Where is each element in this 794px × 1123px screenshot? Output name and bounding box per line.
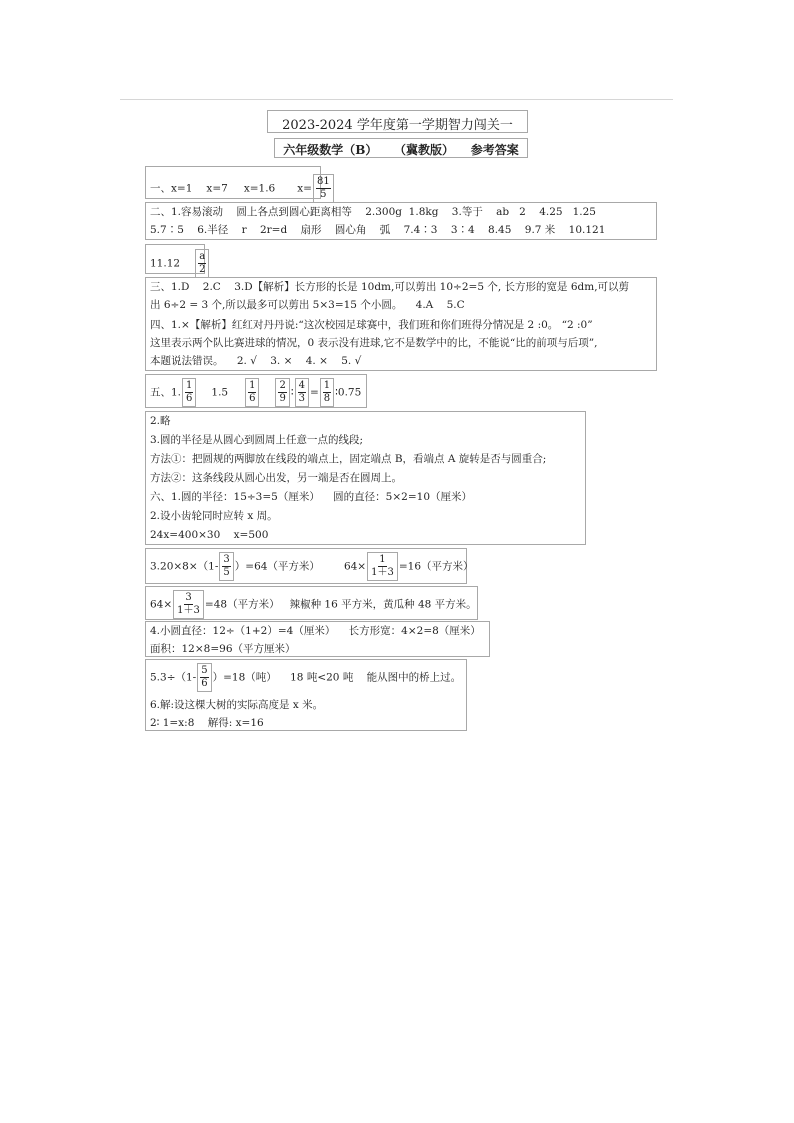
subtitle-box (274, 138, 528, 158)
answer-line: 六、1.圆的半径：15÷3=5（厘米） 圆的直径：5×2=10（厘米） (150, 491, 473, 503)
fraction: $\frac{3}{1+3}$ (173, 590, 204, 619)
answer-section-10 (145, 659, 467, 731)
answer-line: 11.12 $\frac{a}{2}$ (150, 249, 210, 278)
answer-line: 64× $\frac{3}{1+3}$ =48（平方米） 辣椒种 16 平方米，黄瓜种 48 平方米。 (150, 590, 477, 619)
title-box (267, 110, 528, 133)
answer-section-5 (145, 374, 367, 408)
page-title: 2023-2024 学年度第一学期智力闯关一 (282, 118, 513, 133)
answer-line: 二、1.容易滚动 圆上各点到圆心距离相等 2.300g 1.8kg 3.等于 ab 2 4.25 1.25 (150, 206, 596, 218)
answer-line: 本题说法错误。 2. √ 3. × 4. × 5. √ (150, 355, 362, 367)
page-subtitle: 六年级数学（B） （冀教版） 参考答案 (283, 143, 519, 157)
fraction: $\frac{3}{5}$ (219, 552, 233, 581)
answer-line: 这里表示两个队比赛进球的情况，0 表示没有进球,它不是数学中的比，不能说“比的前项与后项”, (150, 337, 598, 349)
answer-line: 5.3÷（1- $\frac{5}{6}$ ）=18（吨） 18 吨<20 吨 能从图中的桥上过。 (150, 663, 461, 692)
answer-line: 6.解:设这棵大树的实际高度是 x 米。 (150, 699, 324, 711)
answer-line: 3.20×8×（1- $\frac{3}{5}$ ）=64（平方米） 64× $\frac{1}{1+3}$ =16（平方米） (150, 552, 474, 581)
answer-section-3 (145, 277, 657, 371)
fraction: $\frac{a}{2}$ (195, 249, 209, 278)
fraction: $\frac{1}{6}$ (182, 378, 196, 407)
answer-line: 面积：12×8=96（平方厘米） (150, 643, 296, 655)
answer-section-6 (145, 411, 586, 545)
answer-line: 2.略 (150, 415, 171, 427)
fraction: $\frac{2}{9}$ (275, 378, 289, 407)
answer-section-7 (145, 548, 474, 584)
fraction: $\frac{5}{6}$ (197, 663, 211, 692)
answer-line: 四、1.×【解析】红红对丹丹说:“这次校园足球赛中，我们班和你们班得分情况是 2 :0。 “2 :0” (150, 319, 593, 331)
answer-line: 五、1. $\frac{1}{6}$ 1.5 $\frac{1}{6}$ $\frac{2}{9}$ ∶ $\frac{4}{3}$ = $\frac{1}{8}$ ∶0.75 (150, 378, 361, 407)
answer-line: 24x=400×30 x=500 (150, 529, 269, 541)
answer-section-9 (145, 621, 490, 657)
answer-line: 2.设小齿轮同时应转 x 周。 (150, 510, 278, 522)
fraction: $\frac{1}{1+3}$ (367, 552, 398, 581)
answer-line: 一、x=1 x=7 x=1.6 x= $\frac{81}{5}$ (150, 174, 335, 203)
answer-line: 方法②：这条线段从圆心出发，另一端是否在圆周上。 (150, 472, 402, 484)
fraction: $\frac{1}{6}$ (245, 378, 259, 407)
answer-line: 5.7∶5 6.半径 r 2r=d 扇形 圆心角 弧 7.4∶3 3∶4 8.45 9.7 米 10.121 (150, 224, 606, 236)
fraction: $\frac{1}{8}$ (320, 378, 334, 407)
answer-section-2 (145, 202, 657, 240)
fraction: $\frac{4}{3}$ (295, 378, 309, 407)
answer-section-1 (145, 166, 330, 200)
answer-line: 2∶ 1=x:8 解得: x=16 (150, 717, 264, 729)
answer-line: 出 6÷2 = 3 个,所以最多可以剪出 5×3=15 个小圆。 4.A 5.C (150, 299, 465, 311)
answer-line: 三、1.D 2.C 3.D【解析】长方形的长是 10dm,可以剪出 10÷2=5 个, 长方形的宽是 6dm,可以剪 (150, 281, 630, 293)
answer-line: 4.小圆直径：12÷（1+2）=4（厘米） 长方形宽：4×2=8（厘米） (150, 625, 481, 637)
fraction: $\frac{81}{5}$ (313, 174, 334, 203)
answer-section-8 (145, 586, 478, 620)
top-rule (120, 99, 673, 100)
answer-section-2b (145, 244, 205, 274)
answer-line: 3.圆的半径是从圆心到圆周上任意一点的线段; (150, 434, 364, 446)
answer-line: 方法①：把圆规的两脚放在线段的端点上，固定端点 B，看端点 A 旋转是否与圆重合; (150, 453, 547, 465)
